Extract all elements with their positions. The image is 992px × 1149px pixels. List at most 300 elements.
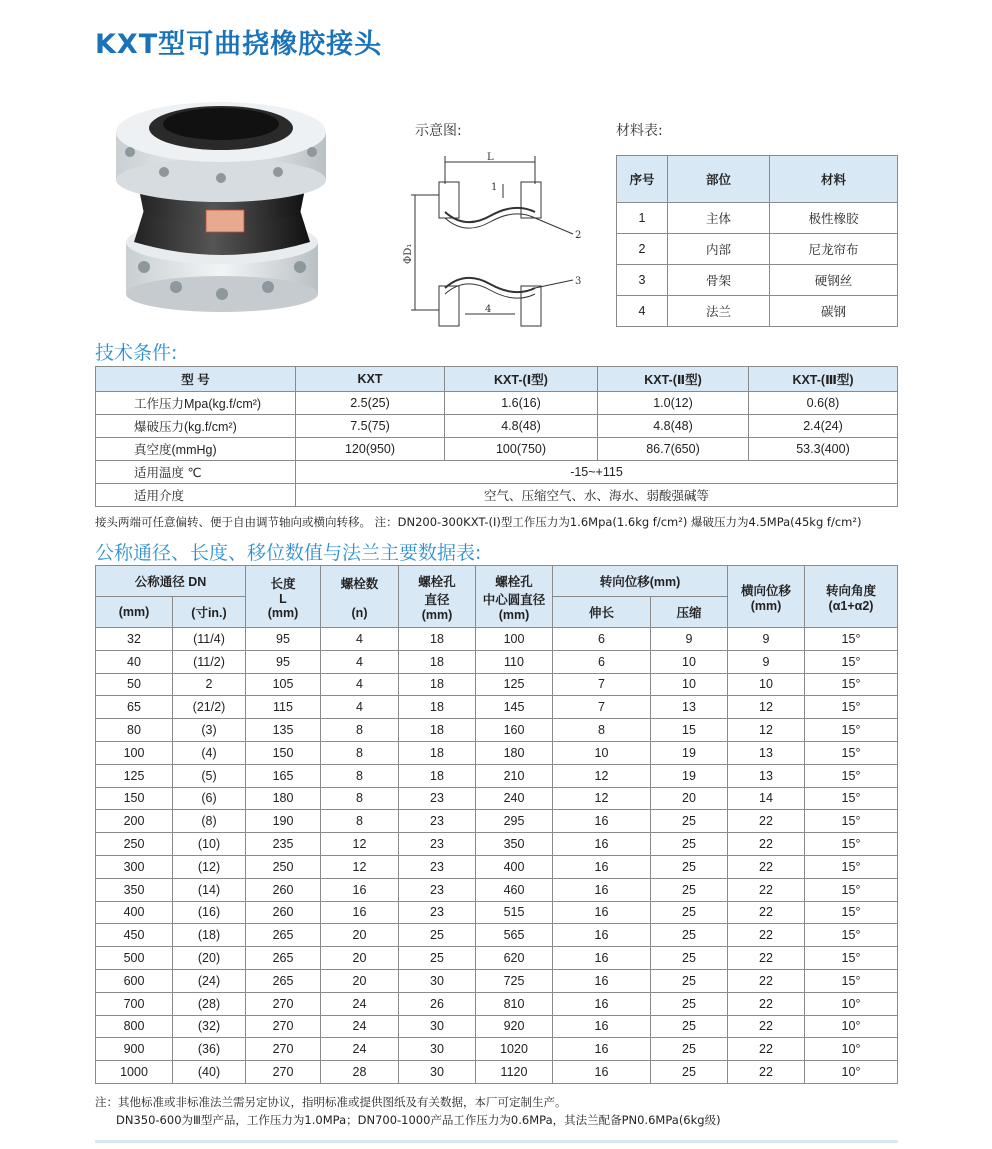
dim-cell: 10° (805, 1038, 898, 1061)
label-2: 2 (575, 230, 582, 241)
mat-cell: 尼龙帘布 (770, 234, 898, 265)
dim-cell: 115 (246, 696, 321, 719)
dim-cell: 150 (96, 787, 173, 810)
dim-cell: 200 (96, 810, 173, 833)
tech-cell: 2.4(24) (749, 415, 898, 438)
dim-cell: 150 (246, 741, 321, 764)
dim-cell: 725 (476, 969, 553, 992)
table-row (617, 203, 898, 234)
dim-cell: 9 (651, 628, 728, 651)
table-row (617, 265, 898, 296)
dim-cell: 400 (476, 855, 553, 878)
dim-cell: 810 (476, 992, 553, 1015)
dim-cell: 105 (246, 673, 321, 696)
dim-cell: 100 (96, 741, 173, 764)
dim-cell: 10 (728, 673, 805, 696)
dim-cell: 18 (399, 628, 476, 651)
tech-cell: 工作压力Mpa(kg.f/cm²) (96, 392, 296, 415)
dim-cell: 15 (651, 719, 728, 742)
tech-cell: -15~+115 (296, 461, 898, 484)
dim-cell: 25 (651, 969, 728, 992)
tech-cell: 空气、压缩空气、水、海水、弱酸强碱等 (296, 484, 898, 507)
dim-cell: 800 (96, 1015, 173, 1038)
dim-cell: 16 (553, 1061, 651, 1084)
dim-cell: 15° (805, 650, 898, 673)
dim-cell: 16 (553, 901, 651, 924)
dim-cell: 265 (246, 969, 321, 992)
dim-cell: 10° (805, 1061, 898, 1084)
dim-cell: 15° (805, 833, 898, 856)
tech-table (95, 366, 898, 507)
dim-cell: 260 (246, 901, 321, 924)
dim-cell: 265 (246, 947, 321, 970)
tech-h-kxt2: KXT-(Ⅱ型) (598, 367, 749, 392)
tech-cell: 适用介度 (96, 484, 296, 507)
dim-h-extension: 伸长 (553, 597, 651, 628)
dim-cell: 515 (476, 901, 553, 924)
dim-cell: 80 (96, 719, 173, 742)
table-row (96, 650, 898, 673)
dim-cell: 18 (399, 764, 476, 787)
dim-cell: 22 (728, 992, 805, 1015)
table-row (96, 924, 898, 947)
dim-cell: 350 (476, 833, 553, 856)
dim-cell: (5) (173, 764, 246, 787)
dimensions-table (95, 565, 898, 1084)
dim-cell: 7 (553, 696, 651, 719)
dim-cell: 24 (321, 1015, 399, 1038)
schematic-diagram (395, 150, 595, 340)
dim-h-bolts: 螺栓数 (n) (321, 566, 399, 628)
dim-cell: 13 (728, 764, 805, 787)
table-row (96, 947, 898, 970)
dim-cell: 180 (246, 787, 321, 810)
dim-cell: 16 (553, 969, 651, 992)
dim-cell: 15° (805, 924, 898, 947)
dim-cell: 295 (476, 810, 553, 833)
dim-cell: 16 (553, 878, 651, 901)
dim-cell: 25 (651, 878, 728, 901)
dim-cell: 22 (728, 969, 805, 992)
dim-cell: 300 (96, 855, 173, 878)
dim-cell: 23 (399, 810, 476, 833)
mat-h-material: 材料 (770, 156, 898, 203)
dim-h-mm: (mm) (96, 597, 173, 628)
mat-cell: 骨架 (668, 265, 770, 296)
mat-cell: 3 (617, 265, 668, 296)
dim-cell: 32 (96, 628, 173, 651)
dim-cell: 22 (728, 924, 805, 947)
dim-cell: 10° (805, 992, 898, 1015)
table-row (96, 1015, 898, 1038)
dim-cell: (12) (173, 855, 246, 878)
dim-cell: 15° (805, 810, 898, 833)
dim-h-hole: 螺栓孔 直径 (mm) (399, 566, 476, 628)
dim-cell: 24 (321, 1038, 399, 1061)
bottom-rule (95, 1140, 898, 1143)
dim-cell: 250 (96, 833, 173, 856)
dim-cell: 25 (399, 924, 476, 947)
dim-cell: 22 (728, 833, 805, 856)
dim-cell: 23 (399, 878, 476, 901)
dim-cell: (10) (173, 833, 246, 856)
tech-cell: 1.0(12) (598, 392, 749, 415)
dim-cell: 600 (96, 969, 173, 992)
table-row (96, 461, 898, 484)
tech-section-title: 技术条件: (95, 342, 178, 364)
dim-cell: 25 (651, 924, 728, 947)
dim-cell: 30 (399, 1061, 476, 1084)
materials-table (616, 155, 898, 327)
dim-cell: 565 (476, 924, 553, 947)
dim-cell: 18 (399, 696, 476, 719)
tech-cell: 4.8(48) (598, 415, 749, 438)
mat-cell: 法兰 (668, 296, 770, 327)
dim-cell: 30 (399, 969, 476, 992)
dim-cell: 210 (476, 764, 553, 787)
dim-cell: (11/2) (173, 650, 246, 673)
dim-cell: (36) (173, 1038, 246, 1061)
dim-cell: 165 (246, 764, 321, 787)
dim-cell: 4 (321, 628, 399, 651)
dim-cell: 20 (321, 969, 399, 992)
dim-cell: 7 (553, 673, 651, 696)
dim-cell: 22 (728, 810, 805, 833)
dim-cell: 9 (728, 650, 805, 673)
dim-cell: 12 (321, 833, 399, 856)
dim-cell: (21/2) (173, 696, 246, 719)
dim-cell: 22 (728, 855, 805, 878)
dim-cell: 15° (805, 673, 898, 696)
mat-cell: 1 (617, 203, 668, 234)
dim-cell: 20 (321, 924, 399, 947)
table-row (96, 901, 898, 924)
dim-cell: 10° (805, 1015, 898, 1038)
dim-cell: 50 (96, 673, 173, 696)
dim-cell: 12 (553, 787, 651, 810)
mat-h-no: 序号 (617, 156, 668, 203)
dim-cell: 18 (399, 719, 476, 742)
dim-D1: ΦD₁ (403, 243, 414, 264)
tech-h-kxt1: KXT-(Ⅰ型) (445, 367, 598, 392)
dim-cell: 22 (728, 901, 805, 924)
dim-cell: 15° (805, 878, 898, 901)
table-row (617, 234, 898, 265)
dim-cell: 12 (553, 764, 651, 787)
dim-cell: 19 (651, 764, 728, 787)
tech-cell: 53.3(400) (749, 438, 898, 461)
dim-cell: 25 (651, 1038, 728, 1061)
dim-cell: (3) (173, 719, 246, 742)
dim-cell: 460 (476, 878, 553, 901)
dim-cell: 8 (321, 741, 399, 764)
dim-cell: 620 (476, 947, 553, 970)
product-photo (104, 92, 336, 314)
dim-cell: 180 (476, 741, 553, 764)
dim-cell: 500 (96, 947, 173, 970)
dim-cell: 16 (553, 855, 651, 878)
label-4: 4 (485, 304, 492, 315)
dim-cell: 25 (651, 901, 728, 924)
tech-h-model: 型 号 (96, 367, 296, 392)
dim-cell: 15° (805, 764, 898, 787)
dim-cell: 15° (805, 696, 898, 719)
dim-cell: 15° (805, 741, 898, 764)
dim-L: L (487, 152, 494, 163)
dim-cell: 10 (651, 673, 728, 696)
dim-cell: 135 (246, 719, 321, 742)
table-row (96, 1061, 898, 1084)
table-row (96, 673, 898, 696)
dim-cell: (14) (173, 878, 246, 901)
dim-cell: 15° (805, 901, 898, 924)
dim-cell: 22 (728, 1061, 805, 1084)
mat-cell: 内部 (668, 234, 770, 265)
dim-h-lateral: 横向位移 (mm) (728, 566, 805, 628)
dim-cell: 270 (246, 1061, 321, 1084)
dim-cell: 23 (399, 855, 476, 878)
dim-cell: 110 (476, 650, 553, 673)
dim-cell: 25 (651, 1015, 728, 1038)
dim-cell: 4 (321, 673, 399, 696)
dim-cell: (6) (173, 787, 246, 810)
dim-cell: 265 (246, 924, 321, 947)
dim-h-inch: (寸in.) (173, 597, 246, 628)
page-title: KXT型可曲挠橡胶接头 (95, 29, 383, 60)
dim-h-compression: 压缩 (651, 597, 728, 628)
dim-cell: 16 (321, 901, 399, 924)
dim-cell: 16 (553, 992, 651, 1015)
tech-cell: 2.5(25) (296, 392, 445, 415)
dim-cell: 15° (805, 969, 898, 992)
label-1: 1 (491, 182, 498, 193)
tech-cell: 适用温度 ℃ (96, 461, 296, 484)
mat-cell: 2 (617, 234, 668, 265)
dim-cell: 250 (246, 855, 321, 878)
tech-cell: 120(950) (296, 438, 445, 461)
mat-h-part: 部位 (668, 156, 770, 203)
dim-cell: (16) (173, 901, 246, 924)
dim-cell: 6 (553, 650, 651, 673)
dim-cell: 25 (651, 833, 728, 856)
dim-cell: 4 (321, 650, 399, 673)
table-row (96, 741, 898, 764)
dim-cell: 22 (728, 1015, 805, 1038)
dim-cell: 95 (246, 628, 321, 651)
dim-cell: 12 (728, 696, 805, 719)
dim-cell: (20) (173, 947, 246, 970)
tech-cell: 7.5(75) (296, 415, 445, 438)
tech-note: 接头两端可任意偏转、便于自由调节轴向或横向转移。 注：DN200-300KXT-(Ⅰ)型工作压力为1.6Mpa(1.6kg f/cm²) 爆破压力为4.5MPa(45kg f/cm²) (95, 515, 862, 529)
dim-cell: 28 (321, 1061, 399, 1084)
dim-cell: 20 (321, 947, 399, 970)
dim-cell: 20 (651, 787, 728, 810)
dim-cell: 9 (728, 628, 805, 651)
dim-cell: 16 (553, 1015, 651, 1038)
schematic-label: 示意图: (415, 123, 462, 139)
tech-cell: 真空度(mmHg) (96, 438, 296, 461)
dim-cell: 4 (321, 696, 399, 719)
tech-h-kxt3: KXT-(Ⅲ型) (749, 367, 898, 392)
dim-cell: 125 (476, 673, 553, 696)
dim-cell: 12 (321, 855, 399, 878)
materials-label: 材料表: (616, 123, 663, 139)
dim-cell: 16 (553, 947, 651, 970)
mat-cell: 4 (617, 296, 668, 327)
dim-cell: 125 (96, 764, 173, 787)
dim-cell: 13 (728, 741, 805, 764)
dim-cell: 95 (246, 650, 321, 673)
footnote-1: 注：其他标准或非标准法兰需另定协议，指明标准或提供图纸及有关数据，本厂可定制生产。 (95, 1095, 567, 1109)
dim-cell: 1000 (96, 1061, 173, 1084)
dim-cell: 65 (96, 696, 173, 719)
table-row (96, 855, 898, 878)
dim-cell: (8) (173, 810, 246, 833)
dim-cell: 240 (476, 787, 553, 810)
dim-cell: 15° (805, 855, 898, 878)
dim-cell: 15° (805, 787, 898, 810)
mat-cell: 极性橡胶 (770, 203, 898, 234)
dim-cell: 24 (321, 992, 399, 1015)
dim-cell: 25 (651, 1061, 728, 1084)
tech-cell: 0.6(8) (749, 392, 898, 415)
dims-section-title: 公称通径、长度、移位数值与法兰主要数据表: (95, 542, 482, 564)
dim-cell: 22 (728, 878, 805, 901)
table-row (96, 484, 898, 507)
dim-cell: 15° (805, 628, 898, 651)
mat-cell: 主体 (668, 203, 770, 234)
dim-cell: 100 (476, 628, 553, 651)
table-row (617, 296, 898, 327)
dim-cell: 22 (728, 947, 805, 970)
dim-cell: 8 (321, 764, 399, 787)
table-row (96, 628, 898, 651)
table-row (96, 392, 898, 415)
table-row (96, 969, 898, 992)
dim-cell: 23 (399, 833, 476, 856)
dim-cell: 23 (399, 787, 476, 810)
tech-cell: 86.7(650) (598, 438, 749, 461)
dim-cell: 350 (96, 878, 173, 901)
dim-cell: 19 (651, 741, 728, 764)
dim-cell: 900 (96, 1038, 173, 1061)
dim-cell: 15° (805, 719, 898, 742)
dim-cell: 30 (399, 1015, 476, 1038)
dim-cell: (4) (173, 741, 246, 764)
dim-cell: 270 (246, 1038, 321, 1061)
dim-cell: 25 (651, 992, 728, 1015)
dim-cell: 160 (476, 719, 553, 742)
dim-cell: 13 (651, 696, 728, 719)
table-row (96, 415, 898, 438)
dim-cell: 145 (476, 696, 553, 719)
dim-cell: 450 (96, 924, 173, 947)
dim-cell: 25 (651, 947, 728, 970)
dim-cell: 16 (553, 1038, 651, 1061)
dim-h-angle: 转向角度 (α1+α2) (805, 566, 898, 628)
dim-cell: 270 (246, 1015, 321, 1038)
dim-cell: 1020 (476, 1038, 553, 1061)
dim-cell: 18 (399, 741, 476, 764)
dim-cell: 190 (246, 810, 321, 833)
table-row (96, 810, 898, 833)
dim-cell: 260 (246, 878, 321, 901)
dim-cell: 6 (553, 628, 651, 651)
tech-cell: 4.8(48) (445, 415, 598, 438)
dim-cell: 30 (399, 1038, 476, 1061)
dim-cell: 700 (96, 992, 173, 1015)
table-row (96, 787, 898, 810)
label-3: 3 (575, 276, 582, 287)
dim-h-pcd: 螺栓孔 中心圆直径 (mm) (476, 566, 553, 628)
dim-cell: 23 (399, 901, 476, 924)
tech-h-kxt: KXT (296, 367, 445, 392)
dim-cell: 8 (321, 719, 399, 742)
dim-cell: 14 (728, 787, 805, 810)
dim-cell: 16 (321, 878, 399, 901)
dim-cell: 920 (476, 1015, 553, 1038)
dim-cell: 25 (651, 810, 728, 833)
dim-cell: 18 (399, 650, 476, 673)
dim-cell: 270 (246, 992, 321, 1015)
dim-cell: 235 (246, 833, 321, 856)
dim-cell: 400 (96, 901, 173, 924)
dim-cell: (32) (173, 1015, 246, 1038)
dim-cell: 2 (173, 673, 246, 696)
tech-cell: 1.6(16) (445, 392, 598, 415)
dim-cell: 15° (805, 947, 898, 970)
table-row (96, 719, 898, 742)
dim-h-dn: 公称通径 DN (96, 566, 246, 597)
dim-h-length: 长度 L (mm) (246, 566, 321, 628)
dim-cell: 26 (399, 992, 476, 1015)
dim-cell: 25 (651, 855, 728, 878)
dim-cell: 8 (321, 787, 399, 810)
table-row (96, 878, 898, 901)
dim-cell: (40) (173, 1061, 246, 1084)
dim-cell: 40 (96, 650, 173, 673)
dim-cell: 10 (553, 741, 651, 764)
dim-cell: 8 (321, 810, 399, 833)
tech-cell: 爆破压力(kg.f/cm²) (96, 415, 296, 438)
dim-cell: (18) (173, 924, 246, 947)
table-row (96, 833, 898, 856)
dim-cell: 25 (399, 947, 476, 970)
dim-cell: (24) (173, 969, 246, 992)
dim-cell: 12 (728, 719, 805, 742)
dim-cell: (11/4) (173, 628, 246, 651)
table-row (96, 764, 898, 787)
table-row (96, 992, 898, 1015)
dim-cell: 22 (728, 1038, 805, 1061)
dim-cell: 16 (553, 810, 651, 833)
table-row (96, 438, 898, 461)
dim-cell: 1120 (476, 1061, 553, 1084)
dim-cell: 10 (651, 650, 728, 673)
table-row (96, 1038, 898, 1061)
dim-cell: 18 (399, 673, 476, 696)
mat-cell: 碳钢 (770, 296, 898, 327)
mat-cell: 硬钢丝 (770, 265, 898, 296)
dim-cell: (28) (173, 992, 246, 1015)
tech-cell: 100(750) (445, 438, 598, 461)
footnote-2: DN350-600为Ⅲ型产品，工作压力为1.0MPa；DN700-1000产品工作压力为0.6MPa，其法兰配备PN0.6MPa(6kg级) (116, 1113, 721, 1127)
dim-h-axial: 转向位移(mm) (553, 566, 728, 597)
table-row (96, 696, 898, 719)
dim-cell: 8 (553, 719, 651, 742)
dim-cell: 16 (553, 833, 651, 856)
dim-cell: 16 (553, 924, 651, 947)
